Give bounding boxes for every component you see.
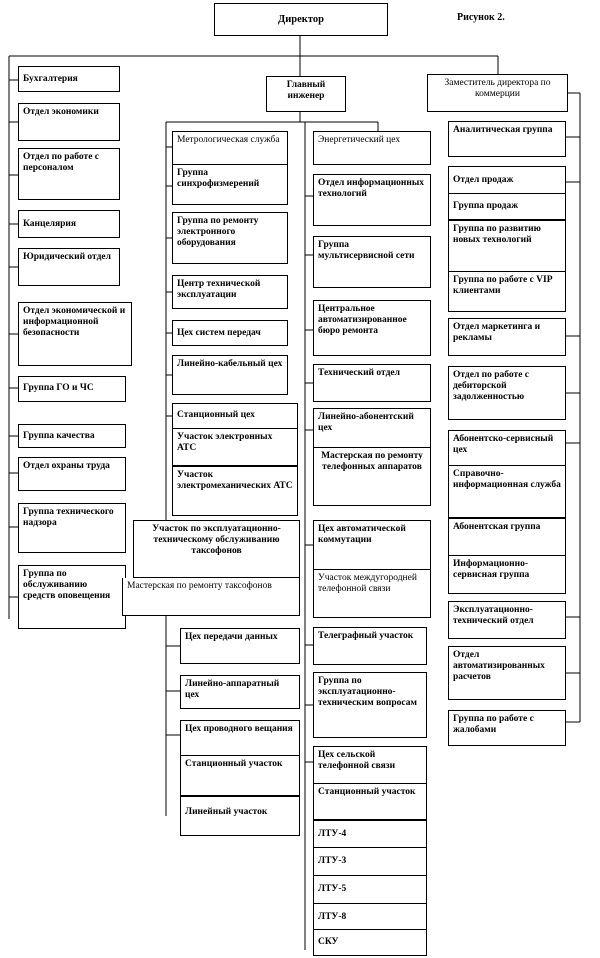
wire-shop-title: Цех проводного вещания [180, 720, 300, 756]
left-item-legal: Юридический отдел [18, 248, 120, 286]
telegraph-box: Телеграфный участок [313, 627, 427, 665]
left-item-security: Отдел экономической и информационной безопасности [18, 302, 132, 366]
complaints-group: Группа по работе с жалобами [448, 710, 566, 746]
analytics-group: Аналитическая группа [448, 121, 566, 157]
metrology-title: Метрологическая служба [172, 131, 288, 165]
metrology-item-0: Группа синхрофизмерений [172, 165, 288, 205]
receivables-dept: Отдел по работе с дебиторской задолженностью [448, 366, 566, 420]
metrology-item-3: Цех систем передач [172, 320, 288, 346]
metrology-item-4: Линейно-кабельный цех [172, 355, 288, 395]
energy-item-3: Технический отдел [313, 364, 431, 402]
marketing-dept: Отдел маркетинга и рекламы [448, 318, 566, 356]
left-item-tech-supervision: Группа технического надзора [18, 503, 126, 553]
rural-item-0: Станционный участок [313, 784, 427, 820]
rural-title: Цех сельской телефонной связи [313, 746, 427, 784]
wire-shop-item-0: Станционный участок [180, 756, 300, 796]
line-subscriber-workshop: Мастерская по ремонту телефонных аппаратов [313, 448, 431, 506]
energy-title: Энергетический цех [313, 131, 431, 165]
left-item-economics: Отдел экономики [18, 103, 120, 141]
deputy-commerce-box: Заместитель директора по коммерции [427, 74, 568, 112]
taxophone-workshop: Мастерская по ремонту таксофонов [122, 578, 300, 616]
left-item-civil-defense: Группа ГО и ЧС [18, 376, 126, 402]
sales-item-2: Группа по работе с VIP клиентами [448, 272, 566, 312]
sales-title: Отдел продаж [448, 166, 566, 194]
left-item-hr: Отдел по работе с персоналом [18, 148, 120, 200]
rural-item-3: ЛТУ-5 [313, 876, 427, 904]
left-item-alert-systems: Группа по обслуживанию средств оповещения [18, 565, 126, 629]
ops-tech-dept: Эксплуатационно-технический отдел [448, 601, 566, 639]
sales-item-1: Группа по развитию новых технологий [448, 220, 566, 272]
auto-calc-dept: Отдел автоматизированных расчетов [448, 646, 566, 700]
left-item-quality: Группа качества [18, 424, 126, 448]
station-shop-item-0: Участок электронных АТС [172, 429, 298, 466]
rural-item-5: СКУ [313, 930, 427, 956]
taxophone-title: Участок по эксплуатационно-техническому обслуживанию таксофонов [133, 520, 300, 578]
subscriber-service-title: Абонентско-сервисный цех [448, 430, 566, 466]
chief-engineer-box: Главный инженер [266, 76, 346, 112]
data-shop: Цех передачи данных [180, 628, 300, 664]
energy-item-2: Центральное автоматизированное бюро ремонта [313, 300, 431, 356]
rural-item-1: ЛТУ-4 [313, 820, 427, 848]
wire-shop-item-1: Линейный участок [180, 796, 300, 836]
left-item-accounting: Бухгалтерия [18, 66, 120, 92]
rural-item-4: ЛТУ-8 [313, 904, 427, 930]
rural-item-2: ЛТУ-3 [313, 848, 427, 876]
subscriber-service-item-0: Справочно-информационная служба [448, 466, 566, 518]
sales-item-0: Группа продаж [448, 194, 566, 220]
figure-caption: Рисунок 2. [457, 12, 505, 23]
energy-item-0: Отдел информационных технологий [313, 174, 431, 226]
subscriber-service-item-2: Информационно-сервисная группа [448, 556, 566, 594]
metrology-item-2: Центр технической эксплуатации [172, 275, 288, 309]
line-hardware-shop: Линейно-аппаратный цех [180, 675, 300, 709]
station-shop-item-1: Участок электромеханических АТС [172, 466, 298, 516]
auto-switch-sub: Участок междугородней телефонной связи [313, 570, 431, 618]
energy-item-1: Группа мультисервисной сети [313, 236, 431, 288]
subscriber-service-item-1: Абонентская группа [448, 518, 566, 556]
left-item-labor-safety: Отдел охраны труда [18, 457, 126, 491]
left-item-office: Канцелярия [18, 210, 120, 238]
ops-questions-box: Группа по эксплуатационно-техническим вопросам [313, 672, 427, 738]
director-box: Директор [214, 3, 388, 36]
metrology-item-1: Группа по ремонту электронного оборудования [172, 212, 288, 264]
station-shop-title: Станционный цех [172, 403, 298, 429]
line-subscriber-title: Линейно-абонентский цех [313, 408, 431, 448]
auto-switch-title: Цех автоматической коммутации [313, 520, 431, 570]
